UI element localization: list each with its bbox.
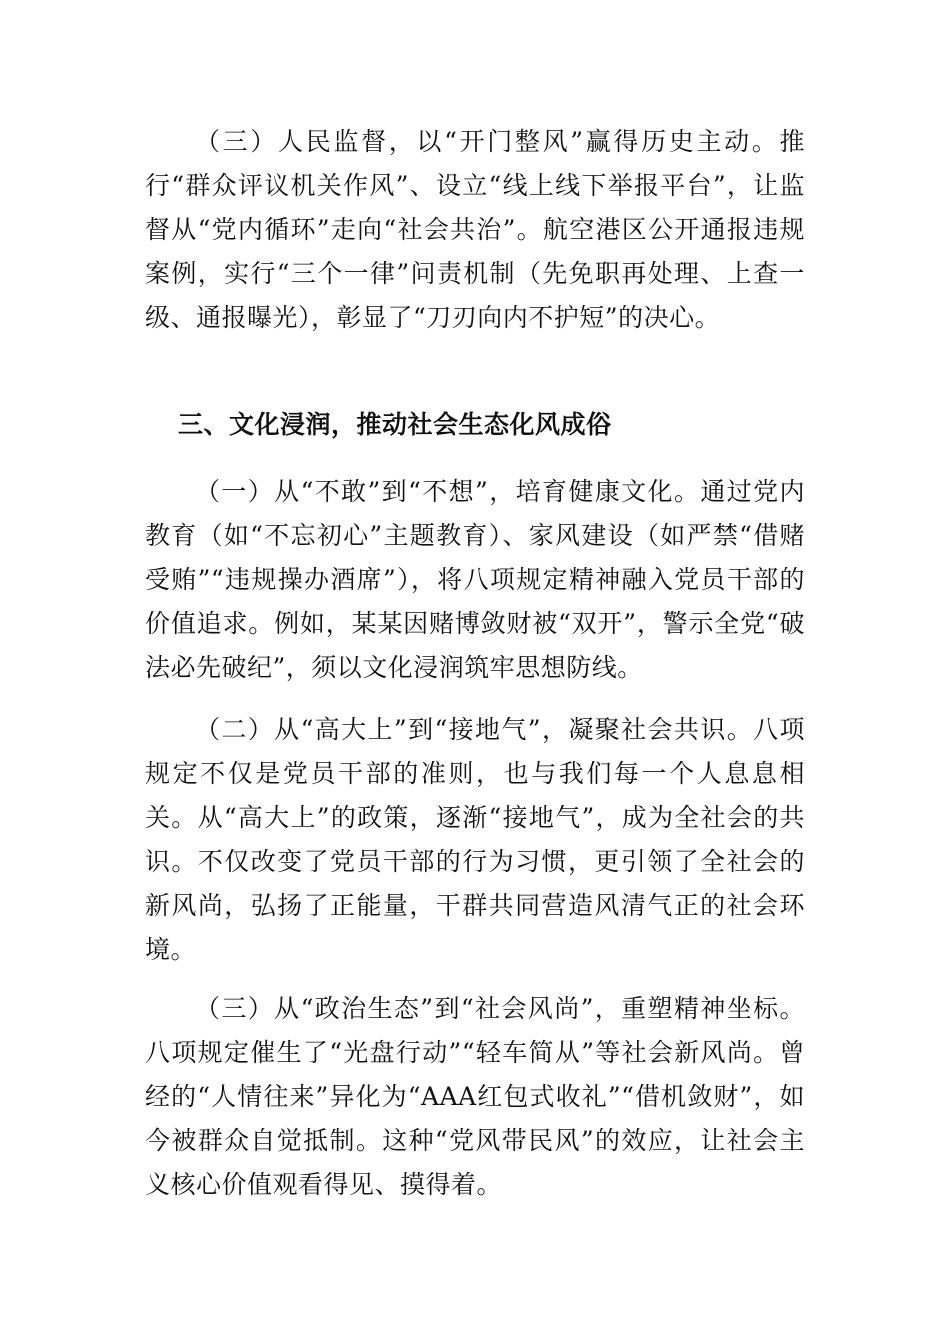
paragraph-social-ethos: （三）从“政治生态”到“社会风尚”，重塑精神坐标。八项规定催生了“光盘行动”“轻车简从”等社会新风尚。曾经的“人情往来”异化为“AAA红包式收礼”“借机敛财”，如今被群众自觉抵制。这种“党风带民风”的效应，让社会主义核心价值观看得见、摸得着。	[145, 994, 805, 1199]
section-heading-culture: 三、文化浸润，推动社会生态化风成俗	[178, 410, 612, 439]
paragraph-people-supervision: （三）人民监督，以“开门整风”赢得历史主动。推行“群众评议机关作风”、设立“线上线下举报平台”，让监督从“党内循环”走向“社会共治”。航空港区公开通报违规案例，实行“三个一律”问责机制（先免职再处理、上查一级、通报曝光），彰显了“刀刃向内不护短”的决心。	[145, 127, 805, 332]
paragraph-healthy-culture: （一）从“不敢”到“不想”，培育健康文化。通过党内教育（如“不忘初心”主题教育）、家风建设（如严禁“借赌受贿”“违规操办酒席”），将八项规定精神融入党员干部的价值追求。例如，某某因赌博敛财被“双开”，警示全党“破法必先破纪”，须以文化浸润筑牢思想防线。	[145, 477, 805, 682]
paragraph-social-consensus: （二）从“高大上”到“接地气”，凝聚社会共识。八项规定不仅是党员干部的准则，也与我们每一个人息息相关。从“高大上”的政策，逐渐“接地气”，成为全社会的共识。不仅改变了党员干部的行为习惯，更引领了全社会的新风尚，弘扬了正能量，干群共同营造风清气正的社会环境。	[145, 715, 805, 964]
